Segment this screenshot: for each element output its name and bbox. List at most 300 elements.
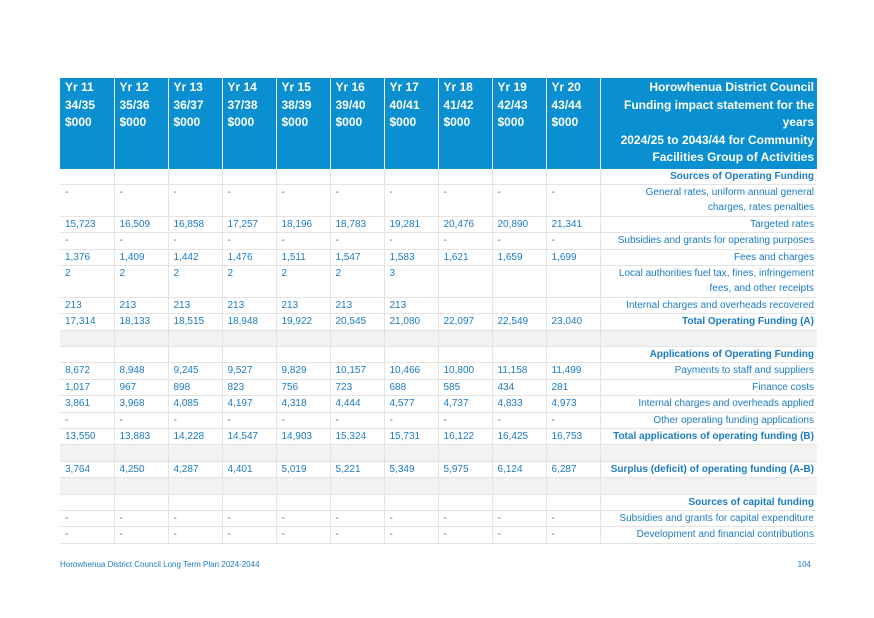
value-cell: 3,968 <box>114 396 168 412</box>
value-cell: - <box>330 527 384 543</box>
spacer-row <box>60 330 817 346</box>
value-cell <box>492 445 546 461</box>
value-cell: - <box>546 527 600 543</box>
value-cell <box>276 169 330 185</box>
year-column-header <box>60 78 114 169</box>
value-cell: 4,833 <box>492 396 546 412</box>
year-column-header <box>330 78 384 169</box>
value-cell <box>438 265 492 297</box>
value-cell: 1,699 <box>546 249 600 265</box>
value-cell <box>546 169 600 185</box>
value-cell: 2 <box>114 265 168 297</box>
year-header-fy: 38/39 <box>281 97 312 112</box>
value-cell <box>114 445 168 461</box>
value-cell: 4,737 <box>438 396 492 412</box>
value-cell <box>276 494 330 510</box>
value-cell: 1,583 <box>384 249 438 265</box>
year-header-fy: 36/37 <box>173 97 204 112</box>
value-cell: 18,196 <box>276 216 330 232</box>
row-label: Internal charges and overheads recovered <box>600 297 817 313</box>
value-cell: 10,157 <box>330 363 384 379</box>
value-cell <box>438 478 492 494</box>
table-row <box>60 297 817 313</box>
value-cell <box>384 169 438 185</box>
value-cell: 4,287 <box>168 461 222 477</box>
row-label: Subsidies and grants for capital expenditure <box>600 510 817 526</box>
value-cell: 723 <box>330 379 384 395</box>
year-header-yr: Yr 14 <box>227 80 257 94</box>
value-cell <box>114 169 168 185</box>
value-cell: - <box>60 233 114 249</box>
value-cell: 2 <box>330 265 384 297</box>
value-cell: 15,723 <box>60 216 114 232</box>
value-cell: 15,731 <box>384 428 438 444</box>
value-cell: 967 <box>114 379 168 395</box>
row-label <box>600 330 817 346</box>
year-header-yr: Yr 11 <box>65 80 94 94</box>
value-cell: 1,547 <box>330 249 384 265</box>
value-cell: 756 <box>276 379 330 395</box>
value-cell: - <box>384 510 438 526</box>
value-cell: 585 <box>438 379 492 395</box>
year-header-unit: $000 <box>173 115 201 129</box>
value-cell: 11,499 <box>546 363 600 379</box>
value-cell: 22,549 <box>492 314 546 330</box>
value-cell: 16,509 <box>114 216 168 232</box>
value-cell: - <box>438 233 492 249</box>
value-cell <box>546 297 600 313</box>
value-cell <box>276 478 330 494</box>
value-cell: - <box>276 184 330 216</box>
value-cell <box>60 494 114 510</box>
value-cell <box>222 494 276 510</box>
value-cell: - <box>384 527 438 543</box>
year-column-header <box>168 78 222 169</box>
value-cell: - <box>492 527 546 543</box>
value-cell: 6,287 <box>546 461 600 477</box>
value-cell: 4,401 <box>222 461 276 477</box>
year-header-unit: $000 <box>119 115 147 129</box>
table-row <box>60 265 817 297</box>
total-row <box>60 461 817 477</box>
value-cell <box>330 494 384 510</box>
value-cell: - <box>114 412 168 428</box>
value-cell: 1,621 <box>438 249 492 265</box>
page-number: 104 <box>797 560 811 569</box>
value-cell <box>114 478 168 494</box>
table-row <box>60 216 817 232</box>
value-cell <box>60 330 114 346</box>
value-cell: - <box>492 412 546 428</box>
year-header-yr: Yr 18 <box>443 80 473 94</box>
page-footer <box>60 560 817 569</box>
value-cell <box>222 330 276 346</box>
value-cell: 213 <box>114 297 168 313</box>
year-header-unit: $000 <box>389 115 417 129</box>
value-cell <box>438 346 492 362</box>
value-cell: 213 <box>384 297 438 313</box>
statement-title <box>600 78 817 169</box>
table-row <box>60 233 817 249</box>
value-cell: 16,753 <box>546 428 600 444</box>
value-cell: - <box>222 510 276 526</box>
value-cell <box>438 330 492 346</box>
value-cell <box>546 478 600 494</box>
value-cell: - <box>438 184 492 216</box>
value-cell: - <box>492 510 546 526</box>
year-header-yr: Yr 13 <box>173 80 203 94</box>
value-cell <box>492 265 546 297</box>
value-cell <box>492 346 546 362</box>
value-cell: - <box>114 184 168 216</box>
year-header-fy: 37/38 <box>227 97 258 112</box>
value-cell: 9,245 <box>168 363 222 379</box>
value-cell: 9,829 <box>276 363 330 379</box>
section-heading-row <box>60 494 817 510</box>
value-cell: 4,444 <box>330 396 384 412</box>
year-column-header <box>492 78 546 169</box>
value-cell <box>384 346 438 362</box>
year-header-fy: 40/41 <box>389 97 420 112</box>
value-cell: 3,764 <box>60 461 114 477</box>
value-cell: 1,476 <box>222 249 276 265</box>
table-row <box>60 396 817 412</box>
year-header-yr: Yr 16 <box>335 80 365 94</box>
year-header-yr: Yr 19 <box>497 80 527 94</box>
value-cell: 1,409 <box>114 249 168 265</box>
value-cell <box>114 330 168 346</box>
value-cell: - <box>60 412 114 428</box>
value-cell: 5,349 <box>384 461 438 477</box>
year-header-fy: 39/40 <box>335 97 366 112</box>
value-cell <box>438 445 492 461</box>
statement-title-line: Funding impact statement for the years <box>623 97 814 129</box>
year-header-fy: 41/42 <box>443 97 474 112</box>
value-cell <box>114 346 168 362</box>
value-cell: 20,890 <box>492 216 546 232</box>
year-header-unit: $000 <box>335 115 363 129</box>
value-cell: 898 <box>168 379 222 395</box>
value-cell: - <box>168 527 222 543</box>
value-cell: 20,545 <box>330 314 384 330</box>
value-cell: 213 <box>330 297 384 313</box>
value-cell: 16,122 <box>438 428 492 444</box>
value-cell: - <box>168 510 222 526</box>
value-cell: 18,133 <box>114 314 168 330</box>
row-label: Surplus (deficit) of operating funding (A-B) <box>600 461 817 477</box>
value-cell: - <box>222 233 276 249</box>
value-cell <box>60 478 114 494</box>
value-cell <box>168 445 222 461</box>
value-cell: 13,550 <box>60 428 114 444</box>
value-cell: 4,318 <box>276 396 330 412</box>
value-cell <box>168 169 222 185</box>
statement-title-line: Facilities Group of Activities <box>652 150 814 164</box>
value-cell: - <box>60 510 114 526</box>
value-cell: - <box>492 184 546 216</box>
year-header-yr: Yr 12 <box>119 80 149 94</box>
value-cell: 14,228 <box>168 428 222 444</box>
value-cell: 18,515 <box>168 314 222 330</box>
value-cell: - <box>438 412 492 428</box>
value-cell: - <box>222 184 276 216</box>
year-header-fy: 35/36 <box>119 97 150 112</box>
value-cell <box>492 169 546 185</box>
value-cell: 2 <box>168 265 222 297</box>
value-cell <box>492 330 546 346</box>
value-cell: - <box>114 233 168 249</box>
value-cell: 1,442 <box>168 249 222 265</box>
year-header-fy: 42/43 <box>497 97 528 112</box>
funding-table <box>60 78 817 544</box>
table-row <box>60 363 817 379</box>
value-cell: 20,476 <box>438 216 492 232</box>
row-label: General rates, uniform annual general charges, rates penalties <box>600 184 817 216</box>
value-cell: 3,861 <box>60 396 114 412</box>
value-cell <box>438 297 492 313</box>
year-column-header <box>384 78 438 169</box>
row-label: Targeted rates <box>600 216 817 232</box>
value-cell <box>384 330 438 346</box>
value-cell: 18,783 <box>330 216 384 232</box>
value-cell <box>330 330 384 346</box>
value-cell <box>60 346 114 362</box>
year-header-yr: Yr 20 <box>551 80 581 94</box>
value-cell <box>546 265 600 297</box>
value-cell: 21,080 <box>384 314 438 330</box>
year-column-header <box>276 78 330 169</box>
value-cell: 6,124 <box>492 461 546 477</box>
year-column-header <box>114 78 168 169</box>
value-cell: 16,858 <box>168 216 222 232</box>
value-cell <box>222 169 276 185</box>
value-cell <box>276 330 330 346</box>
value-cell: - <box>546 510 600 526</box>
spacer-row <box>60 478 817 494</box>
value-cell: - <box>276 510 330 526</box>
value-cell: - <box>168 233 222 249</box>
value-cell: 14,547 <box>222 428 276 444</box>
value-cell <box>222 478 276 494</box>
value-cell: - <box>222 412 276 428</box>
value-cell: 1,376 <box>60 249 114 265</box>
value-cell: 10,800 <box>438 363 492 379</box>
value-cell: - <box>276 527 330 543</box>
row-label: Subsidies and grants for operating purposes <box>600 233 817 249</box>
row-label: Development and financial contributions <box>600 527 817 543</box>
value-cell <box>114 494 168 510</box>
value-cell: 434 <box>492 379 546 395</box>
year-header-yr: Yr 17 <box>389 80 419 94</box>
value-cell <box>492 478 546 494</box>
value-cell: 4,973 <box>546 396 600 412</box>
value-cell: 4,250 <box>114 461 168 477</box>
row-label: Total applications of operating funding (B) <box>600 428 817 444</box>
value-cell: - <box>276 412 330 428</box>
value-cell: - <box>168 412 222 428</box>
value-cell <box>60 445 114 461</box>
year-header-unit: $000 <box>497 115 525 129</box>
value-cell: 23,040 <box>546 314 600 330</box>
value-cell: - <box>384 233 438 249</box>
value-cell: 213 <box>276 297 330 313</box>
value-cell: 14,903 <box>276 428 330 444</box>
year-header-fy: 34/35 <box>65 97 96 112</box>
value-cell: 688 <box>384 379 438 395</box>
value-cell: - <box>546 412 600 428</box>
value-cell <box>438 169 492 185</box>
row-label: Applications of Operating Funding <box>600 346 817 362</box>
table-row <box>60 527 817 543</box>
value-cell: 8,672 <box>60 363 114 379</box>
value-cell: 1,511 <box>276 249 330 265</box>
value-cell: 4,577 <box>384 396 438 412</box>
value-cell: - <box>330 184 384 216</box>
value-cell <box>276 445 330 461</box>
value-cell <box>276 346 330 362</box>
value-cell <box>492 494 546 510</box>
value-cell: 10,466 <box>384 363 438 379</box>
value-cell <box>384 478 438 494</box>
value-cell <box>222 445 276 461</box>
value-cell: 1,017 <box>60 379 114 395</box>
value-cell <box>546 445 600 461</box>
value-cell: 15,324 <box>330 428 384 444</box>
value-cell <box>168 346 222 362</box>
value-cell: - <box>60 527 114 543</box>
value-cell: 213 <box>60 297 114 313</box>
section-heading-row <box>60 346 817 362</box>
year-column-header <box>438 78 492 169</box>
value-cell <box>168 494 222 510</box>
value-cell: - <box>276 233 330 249</box>
year-column-header <box>546 78 600 169</box>
value-cell: - <box>60 184 114 216</box>
value-cell <box>330 445 384 461</box>
value-cell <box>330 346 384 362</box>
value-cell: 17,257 <box>222 216 276 232</box>
value-cell: 18,948 <box>222 314 276 330</box>
row-label <box>600 445 817 461</box>
value-cell: 823 <box>222 379 276 395</box>
value-cell: 3 <box>384 265 438 297</box>
year-header-unit: $000 <box>551 115 579 129</box>
value-cell: - <box>330 510 384 526</box>
value-cell <box>168 330 222 346</box>
value-cell: - <box>222 527 276 543</box>
year-header-fy: 43/44 <box>551 97 582 112</box>
value-cell: 281 <box>546 379 600 395</box>
value-cell <box>330 169 384 185</box>
value-cell <box>546 330 600 346</box>
value-cell: 19,281 <box>384 216 438 232</box>
value-cell: 16,425 <box>492 428 546 444</box>
value-cell <box>438 494 492 510</box>
table-row <box>60 510 817 526</box>
table-row <box>60 412 817 428</box>
value-cell: - <box>168 184 222 216</box>
statement-title-line: 2024/25 to 2043/44 for Community <box>620 132 814 147</box>
value-cell: 213 <box>168 297 222 313</box>
value-cell <box>60 169 114 185</box>
value-cell: 4,085 <box>168 396 222 412</box>
value-cell: - <box>492 233 546 249</box>
spacer-row <box>60 445 817 461</box>
value-cell <box>330 478 384 494</box>
total-row <box>60 314 817 330</box>
value-cell <box>222 346 276 362</box>
value-cell: 5,221 <box>330 461 384 477</box>
value-cell: - <box>384 412 438 428</box>
row-label: Total Operating Funding (A) <box>600 314 817 330</box>
year-header-unit: $000 <box>227 115 255 129</box>
row-label: Payments to staff and suppliers <box>600 363 817 379</box>
value-cell: 11,158 <box>492 363 546 379</box>
year-header-unit: $000 <box>281 115 309 129</box>
value-cell <box>168 478 222 494</box>
row-label: Sources of Operating Funding <box>600 169 817 185</box>
value-cell: - <box>384 184 438 216</box>
row-label: Local authorities fuel tax, fines, infringement fees, and other receipts <box>600 265 817 297</box>
section-heading-row <box>60 169 817 185</box>
row-label: Other operating funding applications <box>600 412 817 428</box>
value-cell: 21,341 <box>546 216 600 232</box>
funding-impact-statement <box>60 78 817 544</box>
value-cell: - <box>546 233 600 249</box>
value-cell: - <box>114 527 168 543</box>
row-label: Fees and charges <box>600 249 817 265</box>
table-row <box>60 249 817 265</box>
value-cell <box>492 297 546 313</box>
year-column-header <box>222 78 276 169</box>
value-cell: - <box>330 233 384 249</box>
value-cell: 22,097 <box>438 314 492 330</box>
row-label <box>600 478 817 494</box>
value-cell: 1,659 <box>492 249 546 265</box>
table-row <box>60 184 817 216</box>
value-cell: - <box>330 412 384 428</box>
value-cell: 2 <box>222 265 276 297</box>
row-label: Sources of capital funding <box>600 494 817 510</box>
value-cell: - <box>114 510 168 526</box>
table-header-row <box>60 78 817 169</box>
value-cell: 13,883 <box>114 428 168 444</box>
value-cell <box>546 494 600 510</box>
value-cell: - <box>438 510 492 526</box>
year-header-unit: $000 <box>443 115 471 129</box>
value-cell: - <box>546 184 600 216</box>
year-header-unit: $000 <box>65 115 92 129</box>
value-cell: 5,975 <box>438 461 492 477</box>
value-cell <box>546 346 600 362</box>
value-cell: 2 <box>276 265 330 297</box>
row-label: Internal charges and overheads applied <box>600 396 817 412</box>
value-cell: 5,019 <box>276 461 330 477</box>
total-row <box>60 428 817 444</box>
value-cell: 4,197 <box>222 396 276 412</box>
value-cell <box>384 445 438 461</box>
footer-document-title: Horowhenua District Council Long Term Plan 2024-2044 <box>60 560 260 569</box>
value-cell: 17,314 <box>60 314 114 330</box>
table-row <box>60 379 817 395</box>
value-cell: 8,948 <box>114 363 168 379</box>
value-cell: 9,527 <box>222 363 276 379</box>
value-cell: - <box>438 527 492 543</box>
year-header-yr: Yr 15 <box>281 80 311 94</box>
statement-title-line: Horowhenua District Council <box>649 80 814 94</box>
value-cell <box>384 494 438 510</box>
value-cell: 213 <box>222 297 276 313</box>
